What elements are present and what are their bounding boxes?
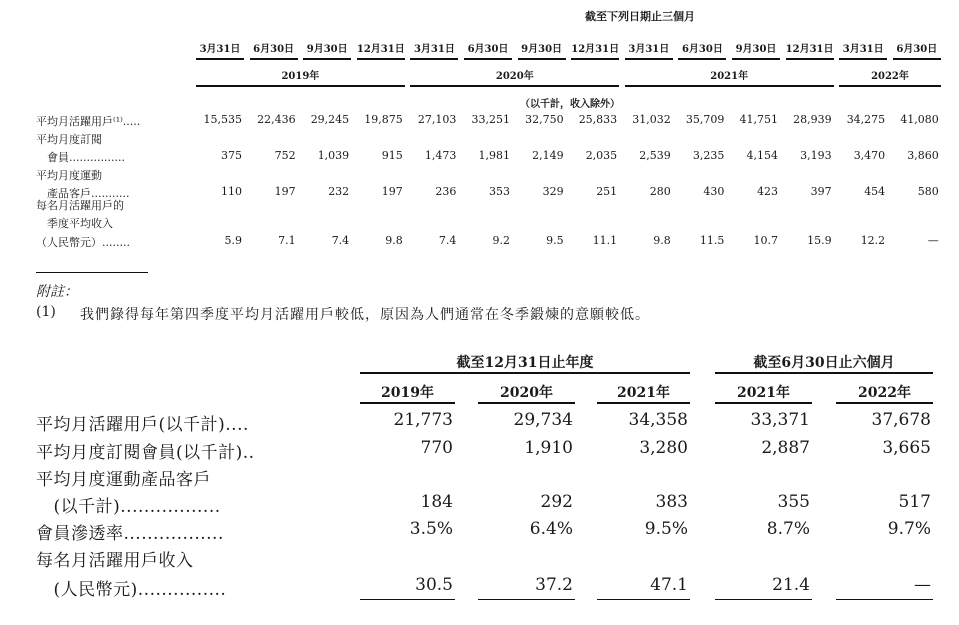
- annual-column-header: 2021年: [617, 385, 670, 401]
- quarterly-cell: 33,251: [471, 113, 510, 126]
- quarterly-cell: 197: [274, 185, 296, 198]
- quarterly-cell: 9.8: [653, 234, 671, 247]
- quarterly-cell: 15,535: [203, 113, 242, 126]
- quarterly-year-rule: [196, 85, 405, 87]
- annual-row-label: 平均月度運動產品客戶: [36, 470, 211, 490]
- quarterly-cell: 35,709: [685, 113, 725, 126]
- quarterly-period-header: 12月31日: [571, 44, 620, 55]
- annual-cell: 33,371: [750, 410, 810, 430]
- quarterly-cell: 915: [381, 149, 403, 162]
- annual-cell: 30.5: [415, 575, 453, 595]
- quarterly-row-label: 會員................: [36, 151, 125, 164]
- quarterly-cell: 1,039: [317, 149, 350, 162]
- quarterly-cell: 3,193: [800, 149, 832, 162]
- footnote-text: 我們錄得每年第四季度平均月活躍用戶較低，原因為人們通常在冬季鍛煉的意願較低。: [80, 307, 650, 323]
- quarterly-cell: 31,032: [632, 113, 671, 126]
- quarterly-period-rule: [518, 58, 566, 60]
- quarterly-cell: 2,035: [585, 149, 618, 162]
- quarterly-year-rule: [839, 85, 941, 87]
- annual-cell: 47.1: [650, 575, 688, 595]
- annual-bottom-rule: [597, 599, 690, 600]
- quarterly-period-header: 9月30日: [735, 44, 777, 55]
- quarterly-cell: 28,939: [793, 113, 832, 126]
- quarterly-cell: 110: [221, 185, 242, 198]
- quarterly-cell: 11.5: [699, 234, 725, 247]
- annual-cell: 9.7%: [887, 519, 931, 539]
- footnote-divider: [36, 272, 148, 273]
- annual-bottom-rule: [836, 599, 933, 600]
- annual-column-rule: [478, 402, 575, 404]
- quarterly-cell: 9.2: [492, 234, 510, 247]
- quarterly-period-header: 12月31日: [785, 44, 834, 55]
- annual-group-half-year: 截至6月30日止六個月: [753, 355, 895, 371]
- quarterly-cell: 5.9: [224, 234, 242, 247]
- quarterly-cell: 236: [435, 185, 457, 198]
- quarterly-cell: 7.4: [438, 234, 457, 247]
- quarterly-row-label: 每名月活躍用戶的: [36, 199, 124, 212]
- quarterly-row-label: 平均月活躍用戶⁽¹⁾.....: [36, 115, 141, 128]
- quarterly-period-rule: [625, 58, 673, 60]
- quarterly-cell: 22,436: [257, 113, 296, 126]
- annual-cell: 21,773: [393, 410, 453, 430]
- footnote-title: 附註：: [36, 284, 78, 300]
- quarterly-cell: 454: [864, 185, 886, 198]
- quarterly-period-rule: [571, 58, 619, 60]
- quarterly-cell: 1,473: [424, 149, 457, 162]
- annual-cell: 3,665: [882, 438, 931, 458]
- quarterly-cell: 353: [489, 185, 510, 198]
- quarterly-cell: 32,750: [525, 113, 564, 126]
- quarterly-period-rule: [357, 58, 405, 60]
- quarterly-cell: 19,875: [364, 113, 403, 126]
- quarterly-cell: 10.7: [753, 234, 778, 247]
- quarterly-period-rule: [893, 58, 941, 60]
- quarterly-period-rule: [410, 58, 458, 60]
- quarterly-year-header: 2019年: [281, 71, 320, 82]
- quarterly-cell: 9.8: [385, 234, 403, 247]
- footnote-number: (1): [36, 304, 56, 320]
- quarterly-cell: 41,751: [739, 113, 778, 126]
- quarterly-header: 截至下列日期止三個月: [585, 10, 695, 23]
- quarterly-cell: 580: [917, 185, 939, 198]
- quarterly-period-header: 3月31日: [199, 44, 241, 55]
- annual-cell: 37,678: [871, 410, 931, 430]
- quarterly-period-header: 6月30日: [896, 44, 938, 55]
- quarterly-cell: 280: [649, 185, 671, 198]
- annual-cell: 37.2: [535, 575, 573, 595]
- quarterly-cell: 423: [757, 185, 778, 198]
- quarterly-year-rule: [625, 85, 834, 87]
- annual-bottom-rule: [715, 599, 812, 600]
- quarterly-cell: 25,833: [578, 113, 618, 126]
- quarterly-row-label: 產品客戶...........: [36, 187, 130, 200]
- annual-cell: 9.5%: [644, 519, 688, 539]
- annual-cell: 517: [898, 492, 931, 512]
- quarterly-year-rule: [410, 85, 619, 87]
- quarterly-cell: 397: [810, 185, 832, 198]
- quarterly-period-header: 6月30日: [253, 44, 295, 55]
- quarterly-cell: 375: [221, 149, 242, 162]
- annual-cell: 3.5%: [409, 519, 453, 539]
- quarterly-period-rule: [786, 58, 834, 60]
- quarterly-row-label: 平均月度訂閱: [36, 133, 102, 146]
- annual-cell: 21.4: [772, 575, 810, 595]
- quarterly-cell: 12.2: [860, 234, 886, 247]
- annual-cell: 184: [420, 492, 453, 512]
- annual-cell: 2,887: [761, 438, 810, 458]
- annual-column-header: 2020年: [500, 385, 553, 401]
- annual-cell: 1,910: [524, 438, 573, 458]
- annual-row-label: 平均月度訂閱會員(以千計)..: [36, 443, 255, 463]
- annual-bottom-rule: [478, 599, 575, 600]
- quarterly-row-label: 平均月度運動: [36, 169, 102, 182]
- quarterly-cell: 3,470: [853, 149, 886, 162]
- quarterly-period-header: 3月31日: [628, 44, 670, 55]
- quarterly-year-header: 2022年: [871, 71, 909, 82]
- quarterly-period-header: 9月30日: [306, 44, 348, 55]
- annual-cell: 3,280: [639, 438, 688, 458]
- annual-group-rule: [715, 372, 933, 374]
- annual-cell: 383: [655, 492, 688, 512]
- quarterly-period-rule: [250, 58, 298, 60]
- quarterly-period-rule: [839, 58, 887, 60]
- annual-column-header: 2021年: [737, 385, 790, 401]
- quarterly-cell: 41,080: [900, 113, 939, 126]
- annual-row-label: 每名月活躍用戶收入: [36, 551, 194, 571]
- quarterly-unit-note: （以千計，收入除外）: [520, 99, 620, 110]
- annual-row-label: (以千計).................: [36, 497, 221, 517]
- annual-cell: 34,358: [628, 410, 688, 430]
- quarterly-year-header: 2021年: [710, 71, 749, 82]
- quarterly-cell: 15.9: [807, 234, 832, 247]
- quarterly-cell: 430: [703, 185, 725, 198]
- quarterly-cell: 3,235: [692, 149, 725, 162]
- quarterly-cell: 3,860: [907, 149, 939, 162]
- annual-cell: 6.4%: [529, 519, 573, 539]
- annual-group-rule: [360, 372, 690, 374]
- quarterly-cell: —: [927, 234, 939, 247]
- quarterly-cell: 9.5: [546, 234, 564, 247]
- annual-bottom-rule: [360, 599, 455, 600]
- quarterly-period-rule: [678, 58, 726, 60]
- annual-row-label: 會員滲透率.................: [36, 524, 224, 544]
- quarterly-cell: 329: [542, 185, 564, 198]
- annual-column-rule: [597, 402, 690, 404]
- quarterly-cell: 232: [328, 185, 350, 198]
- quarterly-cell: 29,245: [310, 113, 350, 126]
- annual-column-header: 2019年: [381, 385, 434, 401]
- annual-cell: 29,734: [513, 410, 573, 430]
- quarterly-row-label: 季度平均收入: [36, 217, 113, 230]
- annual-cell: 355: [777, 492, 810, 512]
- quarterly-cell: 1,981: [478, 149, 510, 162]
- annual-row-label: 平均月活躍用戶(以千計)....: [36, 415, 249, 435]
- quarterly-cell: 251: [596, 185, 618, 198]
- quarterly-period-header: 9月30日: [521, 44, 563, 55]
- quarterly-period-rule: [303, 58, 351, 60]
- quarterly-cell: 34,275: [846, 113, 886, 126]
- quarterly-period-header: 3月31日: [842, 44, 884, 55]
- quarterly-period-header: 6月30日: [467, 44, 509, 55]
- annual-column-rule: [715, 402, 812, 404]
- annual-cell: 8.7%: [766, 519, 810, 539]
- annual-row-label: (人民幣元)...............: [36, 580, 227, 600]
- quarterly-row-label: （人民幣元）........: [36, 236, 130, 249]
- quarterly-cell: 2,539: [639, 149, 671, 162]
- quarterly-period-header: 3月31日: [413, 44, 455, 55]
- quarterly-cell: 2,149: [532, 149, 564, 162]
- quarterly-year-header: 2020年: [495, 71, 534, 82]
- quarterly-cell: 4,154: [746, 149, 778, 162]
- quarterly-period-rule: [464, 58, 512, 60]
- annual-column-header: 2022年: [858, 385, 911, 401]
- annual-group-full-year: 截至12月31日止年度: [456, 355, 594, 371]
- quarterly-cell: 11.1: [592, 234, 618, 247]
- quarterly-period-header: 12月31日: [356, 44, 405, 55]
- annual-column-rule: [836, 402, 933, 404]
- quarterly-period-header: 6月30日: [681, 44, 723, 55]
- quarterly-cell: 752: [274, 149, 296, 162]
- annual-cell: 770: [420, 438, 453, 458]
- quarterly-cell: 27,103: [417, 113, 457, 126]
- annual-column-rule: [360, 402, 455, 404]
- annual-cell: 292: [540, 492, 573, 512]
- quarterly-cell: 197: [381, 185, 403, 198]
- quarterly-period-rule: [196, 58, 244, 60]
- quarterly-period-rule: [732, 58, 780, 60]
- annual-cell: —: [914, 575, 931, 595]
- quarterly-cell: 7.1: [278, 234, 296, 247]
- quarterly-cell: 7.4: [331, 234, 350, 247]
